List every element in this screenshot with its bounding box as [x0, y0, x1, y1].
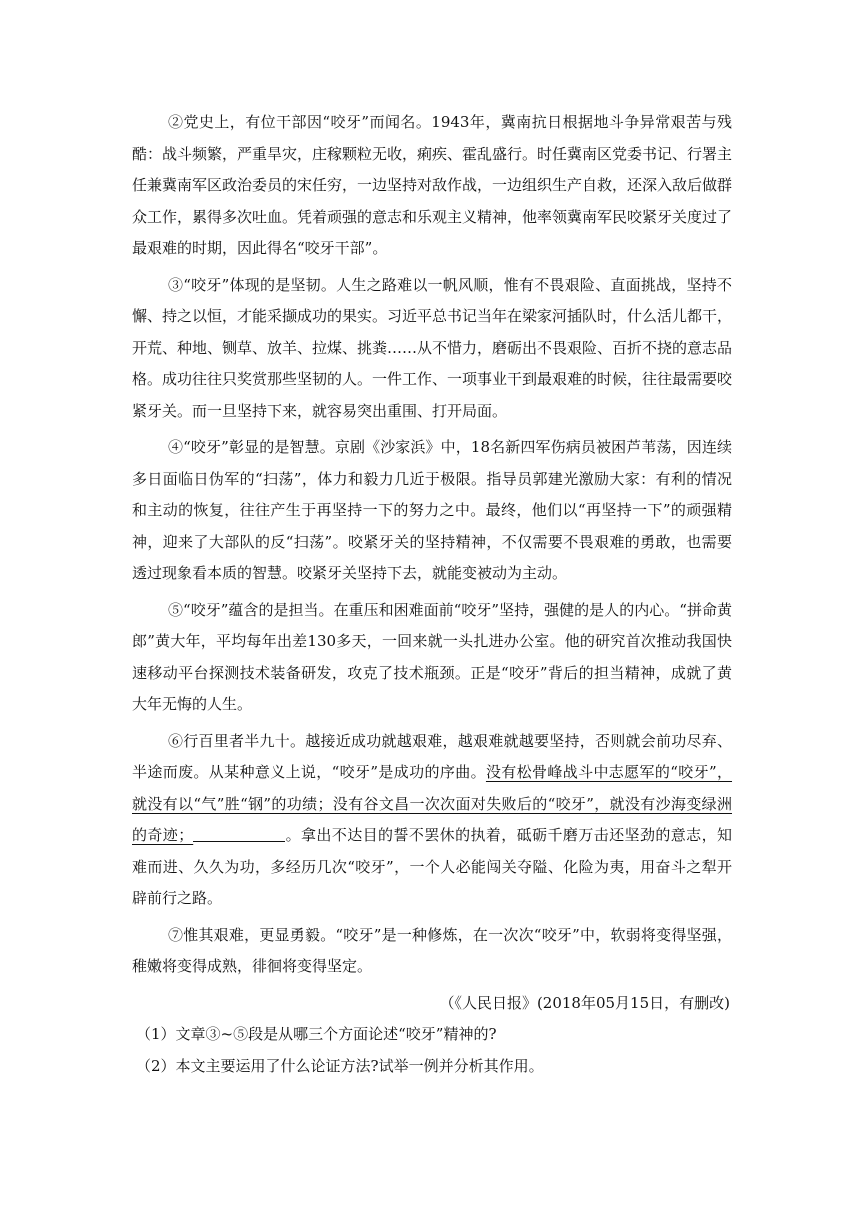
- article-body: [132, 107, 732, 1082]
- paragraph-4: ④“咬牙”彰显的是智慧。京剧《沙家浜》中，18名新四军伤病员被困芦苇荡，因连续多日面临日伪军的“扫荡”，体力和毅力几近于极限。指导员郭建光激励大家：有利的情况和主动的恢复，往往产生于再坚持一下的努力之中。最终，他们以“再坚持一下”的顽强精神，迎来了大部队的反“扫荡”。咬紧牙关的坚持精神，不仅需要不畏艰难的勇敢，也需要透过现象看本质的智慧。咬紧牙关坚持下去，就能变被动为主动。: [132, 438, 732, 582]
- paragraph-3: ③“咬牙”体现的是坚韧。人生之路难以一帆风顺，惟有不畏艰险、直面挑战，坚持不懈、持之以恒，才能采撷成功的果实。习近平总书记当年在梁家河插队时，什么活儿都干，开荒、种地、铡草、放羊、拉煤、挑粪……从不惜力，磨砺出不畏艰险、百折不挠的意志品格。成功往往只奖赏那些坚韧的人。一件工作、一项事业干到最艰难的时候，往往最需要咬紧牙关。而一旦坚持下来，就容易突出重围、打开局面。: [132, 275, 733, 420]
- paragraph-6-tail: 。拿出不达目的誓不罢休的执着，砥砺千磨万击还坚劲的意志，知难而进、久久为功，多经历几次“咬牙”，一个人必能闯关夺隘、化险为夷，用奋斗之犁开辟前行之路。: [132, 826, 732, 907]
- paragraph-5: ⑤“咬牙”蕴含的是担当。在重压和困难面前“咬牙”坚持，强健的是人的内心。“拼命黄郎”黄大年，平均每年出差130多天，一回来就一头扎进办公室。他的研究首次推动我国快速移动平台探测技术装备研发，攻克了技术瓶颈。正是“咬牙”背后的担当精神，成就了黄大年无悔的人生。: [132, 600, 732, 713]
- paragraph-7: ⑦惟其艰难，更显勇毅。“咬牙”是一种修炼，在一次次“咬牙”中，软弱将变得坚强，稚嫩将变得成熟，徘徊将变得坚定。: [132, 925, 732, 975]
- underlined-example-sentence: 没有松骨峰战斗中志愿军的“咬牙”，就没有以“气”胜“钢”的功绩；没有谷文昌一次次面对失败后的“咬牙”，就没有沙海变绿洲的奇迹；: [132, 763, 733, 844]
- fill-in-blank[interactable]: [193, 823, 285, 842]
- source-citation: （《人民日报》(2018年05月15日，有删改): [439, 993, 730, 1012]
- paragraph-6-lead: ⑥行百里者半九十。越接近成功就越艰难，越艰难就越要坚持，否则就会前功尽弃、半途而废。从某种意义上说，“咬牙”是成功的序曲。: [132, 731, 732, 781]
- paragraph-6: [132, 726, 732, 915]
- question-1: （1）文章③~⑤段是从哪三个方面论述“咬牙”精神的?: [136, 1025, 497, 1043]
- question-2: （2）本文主要运用了什么论证方法?试举一例并分析其作用。: [136, 1056, 544, 1075]
- paragraph-2: ②党史上，有位干部因“咬牙”而闻名。1943年，冀南抗日根据地斗争异常艰苦与残酷：战斗频繁，严重旱灾，庄稼颗粒无收，痢疾、霍乱盛行。时任冀南区党委书记、行署主任兼冀南军区政治委员的宋任穷，一边坚持对敌作战，一边组织生产自救，还深入敌后做群众工作，累得多次吐血。凭着顽强的意志和乐观主义精神，他率领冀南军民咬紧牙关度过了最艰难的时期，因此得名“咬牙干部”。: [132, 113, 733, 257]
